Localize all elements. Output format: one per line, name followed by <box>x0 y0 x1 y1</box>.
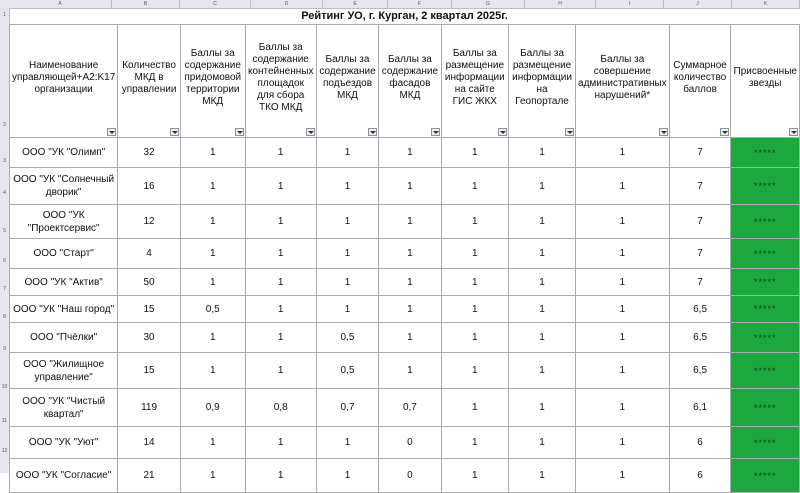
value-cell[interactable]: 1 <box>245 427 316 459</box>
header-cell[interactable] <box>509 25 576 138</box>
value-cell[interactable]: 1 <box>509 353 576 389</box>
value-cell[interactable]: 1 <box>180 459 245 493</box>
value-cell[interactable]: 1 <box>316 427 379 459</box>
filter-dropdown-icon[interactable] <box>170 128 179 136</box>
table-row <box>10 323 800 353</box>
value-cell[interactable]: 1 <box>576 269 670 296</box>
header-label: Баллы за размещение информации на сайте ГИС ЖКХ <box>444 48 505 107</box>
value-cell[interactable]: 1 <box>245 239 316 269</box>
row-number[interactable]: 10 <box>1 384 8 390</box>
value-cell[interactable]: 6 <box>669 459 731 493</box>
value-cell[interactable]: 0,7 <box>379 389 441 427</box>
header-cell[interactable] <box>441 25 509 138</box>
value-cell[interactable]: 1 <box>441 296 509 323</box>
value-cell[interactable]: 1 <box>379 138 441 168</box>
value-cell[interactable]: 1 <box>180 427 245 459</box>
value-cell[interactable]: 30 <box>118 323 181 353</box>
filter-dropdown-icon[interactable] <box>720 128 729 136</box>
header-label: Баллы за содержание контейненных площадок для сбора ТКО МКД <box>247 42 314 113</box>
row-number[interactable]: 6 <box>3 258 6 264</box>
rating-table <box>9 24 800 493</box>
org-name-cell[interactable]: ООО "УК "Согласие" <box>10 459 118 493</box>
value-cell[interactable]: 1 <box>180 205 245 239</box>
stars-cell[interactable]: ***** <box>731 138 800 168</box>
header-label: Баллы за содержание подъездов МКД <box>319 54 376 101</box>
value-cell[interactable]: 1 <box>509 269 576 296</box>
value-cell[interactable]: 0,5 <box>180 296 245 323</box>
value-cell[interactable]: 1 <box>576 323 670 353</box>
header-cell[interactable] <box>669 25 731 138</box>
value-cell[interactable]: 1 <box>316 205 379 239</box>
value-cell[interactable]: 1 <box>316 269 379 296</box>
value-cell[interactable]: 1 <box>441 459 509 493</box>
value-cell[interactable]: 1 <box>245 296 316 323</box>
value-cell[interactable]: 1 <box>509 138 576 168</box>
value-cell[interactable]: 119 <box>118 389 181 427</box>
value-cell[interactable]: 1 <box>379 296 441 323</box>
value-cell[interactable]: 1 <box>316 138 379 168</box>
table-body <box>10 138 800 493</box>
value-cell[interactable]: 4 <box>118 239 181 269</box>
value-cell[interactable]: 7 <box>669 168 731 205</box>
row-number[interactable]: 4 <box>3 190 6 196</box>
value-cell[interactable]: 1 <box>245 138 316 168</box>
value-cell[interactable]: 1 <box>441 205 509 239</box>
value-cell[interactable]: 16 <box>118 168 181 205</box>
filter-dropdown-icon[interactable] <box>659 128 668 136</box>
value-cell[interactable]: 0,9 <box>180 389 245 427</box>
value-cell[interactable]: 1 <box>180 168 245 205</box>
stars-cell[interactable]: ***** <box>731 323 800 353</box>
header-label: Наименование управляющей+A2:K17 организации <box>12 60 116 95</box>
row-number[interactable]: 9 <box>3 346 6 352</box>
filter-dropdown-icon[interactable] <box>431 128 440 136</box>
value-cell[interactable]: 1 <box>576 296 670 323</box>
value-cell[interactable]: 1 <box>509 427 576 459</box>
org-name-cell[interactable]: ООО "УК "Уют" <box>10 427 118 459</box>
header-label: Баллы за совершение административных нарушений* <box>578 54 667 101</box>
value-cell[interactable]: 15 <box>118 296 181 323</box>
value-cell[interactable]: 50 <box>118 269 181 296</box>
value-cell[interactable]: 32 <box>118 138 181 168</box>
value-cell[interactable]: 1 <box>509 239 576 269</box>
org-name-cell[interactable]: ООО "Пчёлки" <box>10 323 118 353</box>
table-row <box>10 269 800 296</box>
value-cell[interactable]: 7 <box>669 205 731 239</box>
value-cell[interactable]: 6,1 <box>669 389 731 427</box>
value-cell[interactable]: 1 <box>441 353 509 389</box>
header-cell[interactable] <box>180 25 245 138</box>
header-cell[interactable] <box>576 25 670 138</box>
row-number[interactable]: 11 <box>1 418 8 424</box>
header-label: Суммарное количество баллов <box>673 60 727 95</box>
stars-cell[interactable]: ***** <box>731 353 800 389</box>
value-cell[interactable]: 1 <box>316 168 379 205</box>
value-cell[interactable]: 1 <box>509 389 576 427</box>
value-cell[interactable]: 0,5 <box>316 353 379 389</box>
header-label: Баллы за содержание фасадов МКД <box>381 54 439 101</box>
table-row <box>10 168 800 205</box>
value-cell[interactable]: 1 <box>316 296 379 323</box>
table-row <box>10 427 800 459</box>
header-label: Баллы за содержание придомовой территории МКД <box>184 48 242 107</box>
value-cell[interactable]: 0,7 <box>316 389 379 427</box>
header-row <box>10 25 800 138</box>
value-cell[interactable]: 1 <box>245 269 316 296</box>
sheet-title[interactable]: Рейтинг УО, г. Курган, 2 квартал 2025г. <box>9 8 800 25</box>
value-cell[interactable]: 1 <box>245 459 316 493</box>
value-cell[interactable]: 1 <box>180 239 245 269</box>
value-cell[interactable]: 14 <box>118 427 181 459</box>
value-cell[interactable]: 1 <box>509 459 576 493</box>
value-cell[interactable]: 1 <box>245 353 316 389</box>
value-cell[interactable]: 1 <box>441 138 509 168</box>
value-cell[interactable]: 1 <box>576 138 670 168</box>
column-letter[interactable]: A <box>9 0 112 8</box>
value-cell[interactable]: 7 <box>669 138 731 168</box>
stars-cell[interactable]: ***** <box>731 389 800 427</box>
value-cell[interactable]: 1 <box>245 323 316 353</box>
value-cell[interactable]: 1 <box>441 323 509 353</box>
value-cell[interactable]: 1 <box>180 269 245 296</box>
header-cell[interactable] <box>316 25 379 138</box>
filter-dropdown-icon[interactable] <box>306 128 315 136</box>
value-cell[interactable]: 1 <box>245 205 316 239</box>
column-letter[interactable]: K <box>732 0 800 8</box>
org-name-cell[interactable]: ООО "УК "Олимп" <box>10 138 118 168</box>
value-cell[interactable]: 7 <box>669 239 731 269</box>
org-name-cell[interactable]: ООО "Жилищное управление" <box>10 353 118 389</box>
header-label: Баллы за размещение информации на Геопортале <box>512 48 572 107</box>
stars-cell[interactable]: ***** <box>731 205 800 239</box>
value-cell[interactable]: 1 <box>576 459 670 493</box>
header-cell[interactable] <box>245 25 316 138</box>
filter-dropdown-icon[interactable] <box>235 128 244 136</box>
value-cell[interactable]: 1 <box>441 168 509 205</box>
value-cell[interactable]: 1 <box>245 168 316 205</box>
value-cell[interactable]: 1 <box>379 239 441 269</box>
value-cell[interactable]: 6 <box>669 427 731 459</box>
filter-dropdown-icon[interactable] <box>368 128 377 136</box>
stars-cell[interactable]: ***** <box>731 427 800 459</box>
stars-cell[interactable]: ***** <box>731 168 800 205</box>
header-cell[interactable] <box>118 25 181 138</box>
org-name-cell[interactable]: ООО "УК "Проектсервис" <box>10 205 118 239</box>
value-cell[interactable]: 1 <box>441 389 509 427</box>
value-cell[interactable]: 1 <box>379 353 441 389</box>
table-row <box>10 239 800 269</box>
column-letter[interactable]: J <box>664 0 732 8</box>
value-cell[interactable]: 0,5 <box>316 323 379 353</box>
column-letter[interactable]: F <box>388 0 452 8</box>
value-cell[interactable]: 0,8 <box>245 389 316 427</box>
org-name-cell[interactable]: ООО "УК "Солнечный дворик" <box>10 168 118 205</box>
value-cell[interactable]: 1 <box>576 205 670 239</box>
stars-cell[interactable]: ***** <box>731 296 800 323</box>
value-cell[interactable]: 1 <box>441 239 509 269</box>
value-cell[interactable]: 1 <box>180 323 245 353</box>
column-letter[interactable]: G <box>452 0 525 8</box>
row-number[interactable]: 7 <box>3 286 6 292</box>
header-cell[interactable] <box>379 25 441 138</box>
value-cell[interactable]: 7 <box>669 269 731 296</box>
value-cell[interactable]: 1 <box>576 427 670 459</box>
org-name-cell[interactable]: ООО "УК "Чистый квартал" <box>10 389 118 427</box>
value-cell[interactable]: 6,5 <box>669 296 731 323</box>
row-number[interactable]: 3 <box>3 158 6 164</box>
row-number[interactable]: 12 <box>1 448 8 454</box>
table-row <box>10 389 800 427</box>
value-cell[interactable]: 1 <box>379 205 441 239</box>
org-name-cell[interactable]: ООО "Старт" <box>10 239 118 269</box>
value-cell[interactable]: 21 <box>118 459 181 493</box>
value-cell[interactable]: 1 <box>379 168 441 205</box>
column-letter[interactable]: I <box>596 0 664 8</box>
value-cell[interactable]: 1 <box>441 427 509 459</box>
filter-dropdown-icon[interactable] <box>107 128 116 136</box>
filter-dropdown-icon[interactable] <box>565 128 574 136</box>
value-cell[interactable]: 1 <box>379 323 441 353</box>
header-cell[interactable] <box>731 25 800 138</box>
value-cell[interactable]: 1 <box>180 353 245 389</box>
org-name-cell[interactable]: ООО "УК "Наш город" <box>10 296 118 323</box>
header-cell[interactable] <box>10 25 118 138</box>
value-cell[interactable]: 1 <box>316 459 379 493</box>
column-letter[interactable]: E <box>323 0 388 8</box>
stars-cell[interactable]: ***** <box>731 269 800 296</box>
row-number[interactable]: 5 <box>3 228 6 234</box>
value-cell[interactable]: 1 <box>379 269 441 296</box>
column-letter[interactable]: B <box>112 0 180 8</box>
stars-cell[interactable]: ***** <box>731 459 800 493</box>
value-cell[interactable]: 1 <box>576 353 670 389</box>
header-label: Присвоенные звезды <box>733 66 797 89</box>
value-cell[interactable]: 1 <box>509 323 576 353</box>
value-cell[interactable]: 15 <box>118 353 181 389</box>
column-letter[interactable]: H <box>525 0 596 8</box>
column-letter[interactable]: D <box>251 0 323 8</box>
table-row <box>10 353 800 389</box>
value-cell[interactable]: 6,5 <box>669 323 731 353</box>
table-row <box>10 296 800 323</box>
table-row <box>10 459 800 493</box>
filter-dropdown-icon[interactable] <box>789 128 798 136</box>
value-cell[interactable]: 0 <box>379 427 441 459</box>
filter-dropdown-icon[interactable] <box>498 128 507 136</box>
row-number[interactable]: 2 <box>3 122 6 128</box>
value-cell[interactable]: 1 <box>441 269 509 296</box>
value-cell[interactable]: 1 <box>509 168 576 205</box>
table-row <box>10 138 800 168</box>
header-label: Количество МКД в управлении <box>121 60 177 95</box>
value-cell[interactable]: 1 <box>180 138 245 168</box>
value-cell[interactable]: 1 <box>509 296 576 323</box>
value-cell[interactable]: 0 <box>379 459 441 493</box>
org-name-cell[interactable]: ООО "УК "Актив" <box>10 269 118 296</box>
value-cell[interactable]: 1 <box>576 389 670 427</box>
row-number[interactable]: 1 <box>3 12 6 18</box>
value-cell[interactable]: 6,5 <box>669 353 731 389</box>
stars-cell[interactable]: ***** <box>731 239 800 269</box>
column-letter[interactable]: C <box>180 0 251 8</box>
table-row <box>10 205 800 239</box>
value-cell[interactable]: 1 <box>316 239 379 269</box>
value-cell[interactable]: 12 <box>118 205 181 239</box>
value-cell[interactable]: 1 <box>576 239 670 269</box>
row-number[interactable]: 8 <box>3 314 6 320</box>
value-cell[interactable]: 1 <box>576 168 670 205</box>
value-cell[interactable]: 1 <box>509 205 576 239</box>
